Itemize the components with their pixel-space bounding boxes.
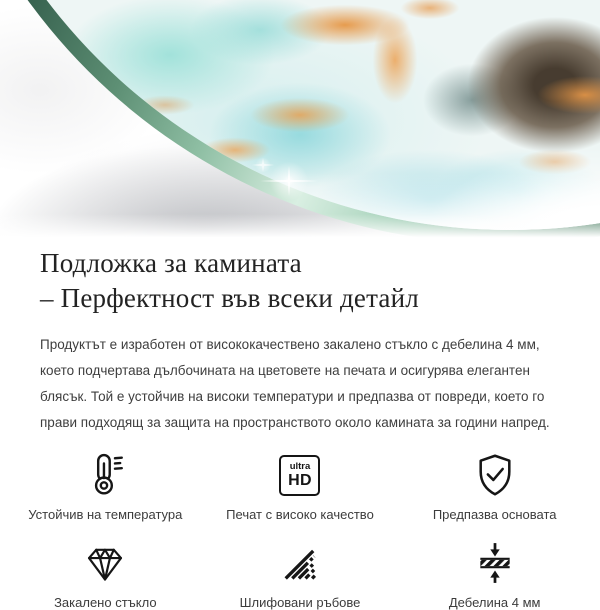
feature-label: Шлифовани ръбове: [240, 595, 361, 610]
feature-label: Печат с високо качество: [226, 507, 374, 522]
product-description: Продуктът е изработен от висококачествено закалено стъкло с дебелина 4 мм, което подчертава дълбочината на цветовете на печата и осигурява елегантен блясък. Той е устойчив на високи температури и предпазва от повреди, което го прави подходящ за защита на пространството около камината за години напред.: [40, 332, 560, 436]
feature-print-quality: [203, 452, 398, 522]
feature-label: Закалено стъкло: [54, 595, 157, 610]
ultra-hd-badge-bottom: HD: [288, 473, 312, 489]
title-line-1: Подложка за камината: [40, 248, 302, 278]
ultra-hd-icon: [279, 452, 320, 498]
content-section: [0, 246, 600, 436]
thermometer-icon: [83, 452, 127, 498]
feature-protects-base: [397, 452, 592, 522]
photo-bottom-fade: [0, 214, 600, 240]
features-grid: [8, 452, 592, 610]
title-line-2: – Перфектност във всеки детайл: [40, 283, 419, 313]
polished-edges-icon: [278, 540, 322, 586]
diamond-icon: [83, 540, 127, 586]
sparkle-highlight: [260, 161, 318, 201]
shield-check-icon: [473, 452, 517, 498]
product-photo: [0, 0, 600, 240]
page-title: [40, 246, 560, 316]
feature-label: Дебелина 4 мм: [449, 595, 541, 610]
feature-temperature-resistant: [8, 452, 203, 522]
thickness-icon: [473, 540, 517, 586]
ultra-hd-badge-top: ultra: [290, 462, 311, 472]
feature-label: Предпазва основата: [433, 507, 557, 522]
feature-label: Устойчив на температура: [28, 507, 182, 522]
